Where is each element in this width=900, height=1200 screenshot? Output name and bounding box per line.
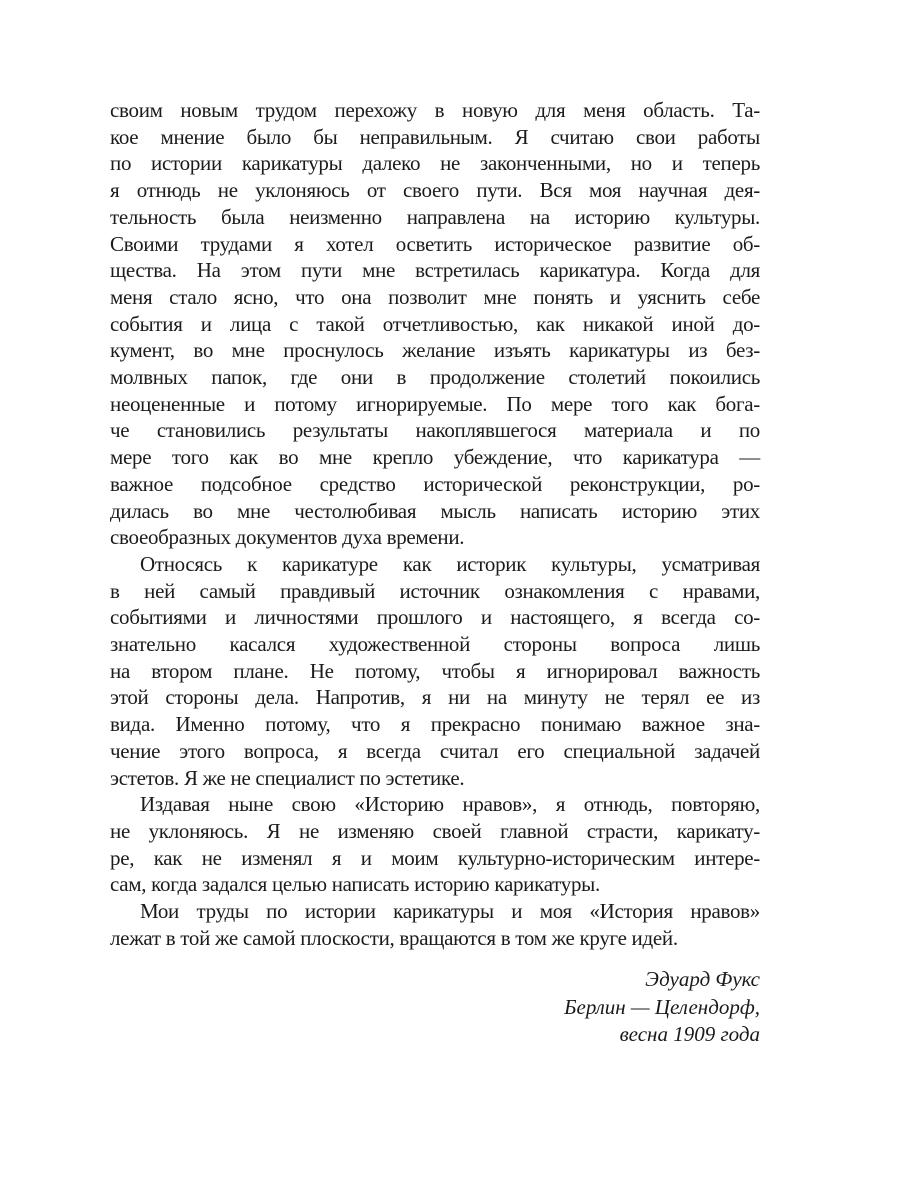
body-text-line: тельность была неизменно направлена на историю культуры. (110, 204, 760, 229)
signature-line: Эдуард Фукс (645, 967, 760, 991)
body-text-line: события и лица с такой отчетливостью, как никакой иной до- (110, 311, 760, 336)
body-text-line: своеобразных документов духа времени. (110, 525, 465, 550)
body-text-line: событиями и личностями прошлого и настоящего, я всегда со- (110, 605, 760, 630)
signature-line: Берлин — Целендорф, (564, 994, 760, 1019)
body-text-line: кумент, во мне проснулось желание изъять карикатуры из без- (110, 338, 760, 363)
body-text-line: Относясь к карикатуре как историк культуры, усматривая (140, 551, 760, 576)
body-text-line: меня стало ясно, что она позволит мне понять и уяснить себе (110, 284, 760, 309)
body-text-line: знательно касался художественной стороны вопроса лишь (110, 632, 760, 657)
body-text-line: вида. Именно потому, что я прекрасно понимаю важное зна- (110, 712, 760, 737)
body-text-line: щества. На этом пути мне встретилась карикатура. Когда для (110, 258, 760, 283)
body-text-line: Мои труды по истории карикатуры и моя «История нравов» (140, 899, 760, 924)
body-text-line: этой стороны дела. Напротив, я ни на минуту не терял ее из (110, 685, 760, 710)
body-text-line: чение этого вопроса, я всегда считал его специальной задачей (110, 738, 760, 763)
body-text-line: кое мнение было бы неправильным. Я считаю свои работы (110, 124, 760, 149)
body-text-line: в ней самый правдивый источник ознакомления с нравами, (110, 578, 760, 603)
body-text-line: своим новым трудом перехожу в новую для меня область. Та- (110, 98, 760, 122)
body-text-line: сам, когда задался целью написать историю карикатуры. (110, 872, 600, 897)
author-signature (110, 966, 760, 1049)
body-text-line: эстетов. Я же не специалист по эстетике. (110, 765, 465, 790)
body-text-line: Издавая ныне свою «Историю нравов», я отнюдь, повторяю, (140, 792, 760, 817)
body-text-line: дилась во мне честолюбивая мысль написать историю этих (110, 498, 760, 523)
body-text-line: по истории карикатуры далеко не законченными, но и теперь (110, 151, 760, 176)
body-text-line: молвных папок, где они в продолжение столетий покоились (110, 365, 760, 390)
body-text-line: неоцененные и потому игнорируемые. По мере того как бога- (110, 391, 760, 416)
body-text-line: мере того как во мне крепло убеждение, что карикатура — (110, 445, 760, 470)
signature-line: весна 1909 года (619, 1022, 760, 1046)
body-text-line: лежат в той же самой плоскости, вращаются в том же круге идей. (110, 925, 678, 950)
body-text-line: ре, как не изменял я и моим культурно-историческим интере- (110, 845, 760, 870)
body-text-line: не уклоняюсь. Я не изменяю своей главной страсти, карикату- (110, 818, 760, 843)
body-text-line: Своими трудами я хотел осветить историческое развитие об- (110, 231, 760, 256)
body-text-line: на втором плане. Не потому, чтобы я игнорировал важность (110, 658, 760, 683)
body-text-line: важное подсобное средство исторической реконструкции, ро- (110, 471, 760, 496)
body-text-line: че становились результаты накоплявшегося материала и по (110, 418, 760, 443)
body-text-line: я отнюдь не уклоняюсь от своего пути. Вся моя научная дея- (110, 178, 760, 203)
body-text (110, 97, 760, 952)
